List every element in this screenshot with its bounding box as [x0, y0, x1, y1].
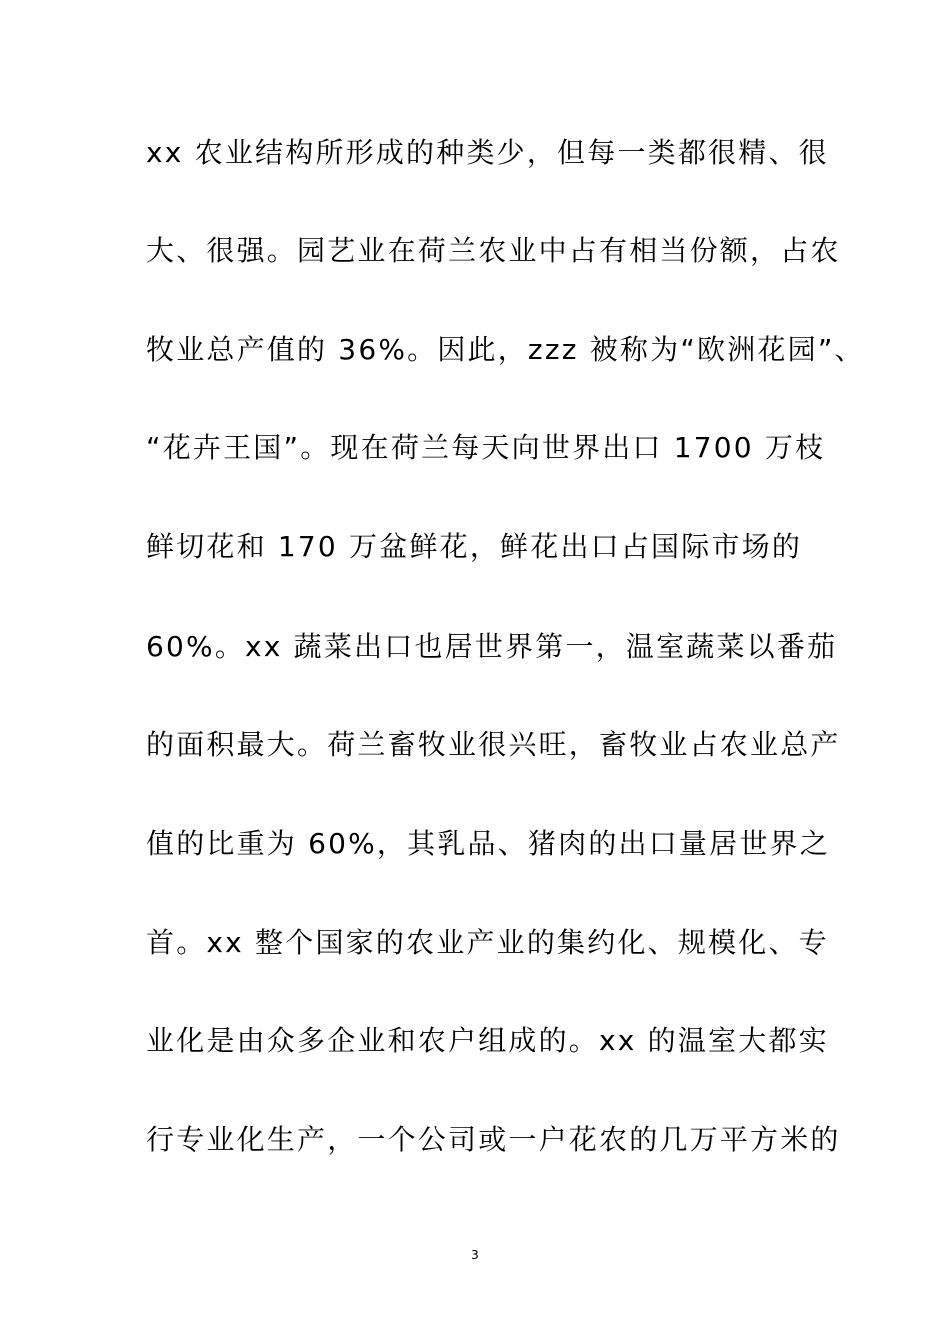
text-line: “花卉王国”。现在荷兰每天向世界出口 1700 万枝 [146, 431, 826, 464]
text-line: 鲜切花和 170 万盆鲜花，鲜花出口占国际市场的 [146, 530, 803, 563]
text-line: xx 农业结构所形成的种类少，但每一类都很精、很 [146, 136, 829, 169]
text-line: 大、很强。园艺业在荷兰农业中占有相当份额，占农 [146, 234, 841, 267]
text-line: 首。xx 整个国家的农业产业的集约化、规模化、专 [146, 926, 829, 959]
text-line: 行专业化生产，一个公司或一户花农的几万平方米的 [146, 1123, 841, 1156]
text-line: 牧业总产值的 36%。因此，zzz 被称为“欧洲花园”、 [146, 333, 865, 366]
text-line: 60%。xx 蔬菜出口也居世界第一，温室蔬菜以番茄 [146, 630, 838, 663]
text-line: 业化是由众多企业和农户组成的。xx 的温室大都实 [146, 1024, 829, 1057]
page-number: 3 [471, 1248, 479, 1262]
text-line: 的面积最大。荷兰畜牧业很兴旺，畜牧业占农业总产 [146, 728, 841, 761]
text-line: 值的比重为 60%，其乳品、猪肉的出口量居世界之 [146, 827, 830, 860]
